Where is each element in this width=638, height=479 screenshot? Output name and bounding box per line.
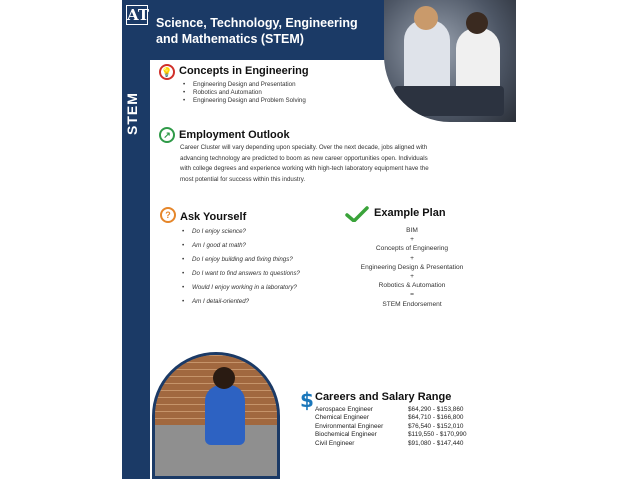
- student-head: [213, 367, 235, 389]
- careers-table: [315, 406, 485, 448]
- robotics-equipment: [394, 86, 504, 116]
- student-head: [466, 12, 488, 34]
- sidebar: [122, 0, 150, 479]
- text-line: with college degrees and experience working with high-tech laboratory equipment have the: [180, 165, 429, 172]
- plan-line: +: [410, 273, 414, 281]
- title-line-2: and Mathematics (STEM): [156, 32, 304, 46]
- text-line: advancing technology are predicted to boom as new career opportunities open. Individuals: [180, 154, 428, 162]
- flyer-page: [122, 0, 516, 479]
- student-robot-photo: [152, 352, 280, 479]
- list-item: • Would I enjoy working in a laboratory?: [182, 281, 342, 295]
- careers-title: Careers and Salary Range: [315, 391, 452, 403]
- list-item: • Do I enjoy science?: [182, 225, 342, 239]
- table-row: [315, 440, 485, 448]
- list-item: • Am I good at math?: [182, 239, 342, 253]
- table-row: [315, 423, 485, 431]
- plan-line: Concepts of Engineering: [375, 245, 449, 253]
- ask-title: Ask Yourself: [180, 211, 247, 223]
- student-figure: [205, 385, 245, 445]
- plan-line: BIM: [406, 227, 418, 234]
- example-plan-list: [352, 226, 472, 309]
- job-title: Biochemical Engineer: [315, 431, 377, 439]
- list-item: • Engineering Design and Problem Solving: [183, 97, 383, 105]
- table-row: [315, 431, 485, 439]
- table-row: [315, 414, 485, 422]
- list-item: • Do I want to find answers to questions?: [182, 267, 342, 281]
- text-line: Career Cluster will vary depending upon specialty. Over the next decade, jobs aligned with: [180, 144, 428, 151]
- plan-line: Robotics & Automation: [378, 282, 446, 290]
- ask-list: [182, 225, 342, 309]
- table-row: [315, 406, 485, 414]
- page-title: [156, 15, 396, 47]
- students-photo: [384, 0, 516, 122]
- lightbulb-icon: 💡: [159, 64, 175, 80]
- salary-range: $119,550 - $170,990: [408, 431, 467, 439]
- salary-range: $64,710 - $166,800: [408, 414, 464, 422]
- plan-line: Engineering Design & Presentation: [360, 263, 464, 271]
- concepts-title: Concepts in Engineering: [179, 65, 309, 77]
- plan-title: Example Plan: [374, 207, 446, 219]
- concepts-list: [183, 81, 383, 105]
- question-head-icon: ?: [160, 207, 176, 223]
- plan-line: +: [410, 254, 414, 262]
- outlook-title: Employment Outlook: [179, 129, 290, 141]
- list-item: • Robotics and Automation: [183, 89, 383, 97]
- stem-sidebar-label: STEM: [124, 92, 140, 136]
- plan-line: =: [410, 291, 414, 299]
- job-title: Civil Engineer: [315, 439, 355, 447]
- list-item: • Do I enjoy building and fixing things?: [182, 253, 342, 267]
- job-title: Chemical Engineer: [315, 414, 369, 422]
- school-logo: AT: [127, 6, 149, 24]
- text-line: most potential for success within this industry.: [180, 175, 306, 183]
- salary-range: $76,540 - $152,010: [408, 422, 464, 430]
- student-head: [414, 6, 438, 30]
- plan-line: +: [410, 236, 414, 244]
- dollar-icon: $: [300, 388, 314, 412]
- checkmark-icon: [345, 206, 369, 222]
- job-title: Environmental Engineer: [315, 422, 384, 430]
- list-item: • Am I detail-oriented?: [182, 295, 342, 309]
- list-item: • Engineering Design and Presentation: [183, 81, 383, 89]
- outlook-paragraph: [180, 143, 490, 185]
- plan-line: STEM Endorsement: [382, 300, 442, 308]
- job-title: Aerospace Engineer: [315, 406, 373, 413]
- salary-range: $91,080 - $147,440: [408, 439, 464, 447]
- growth-icon: ↗: [159, 127, 175, 143]
- salary-range: $64,290 - $153,860: [408, 406, 464, 413]
- title-line-1: Science, Technology, Engineering: [156, 16, 358, 30]
